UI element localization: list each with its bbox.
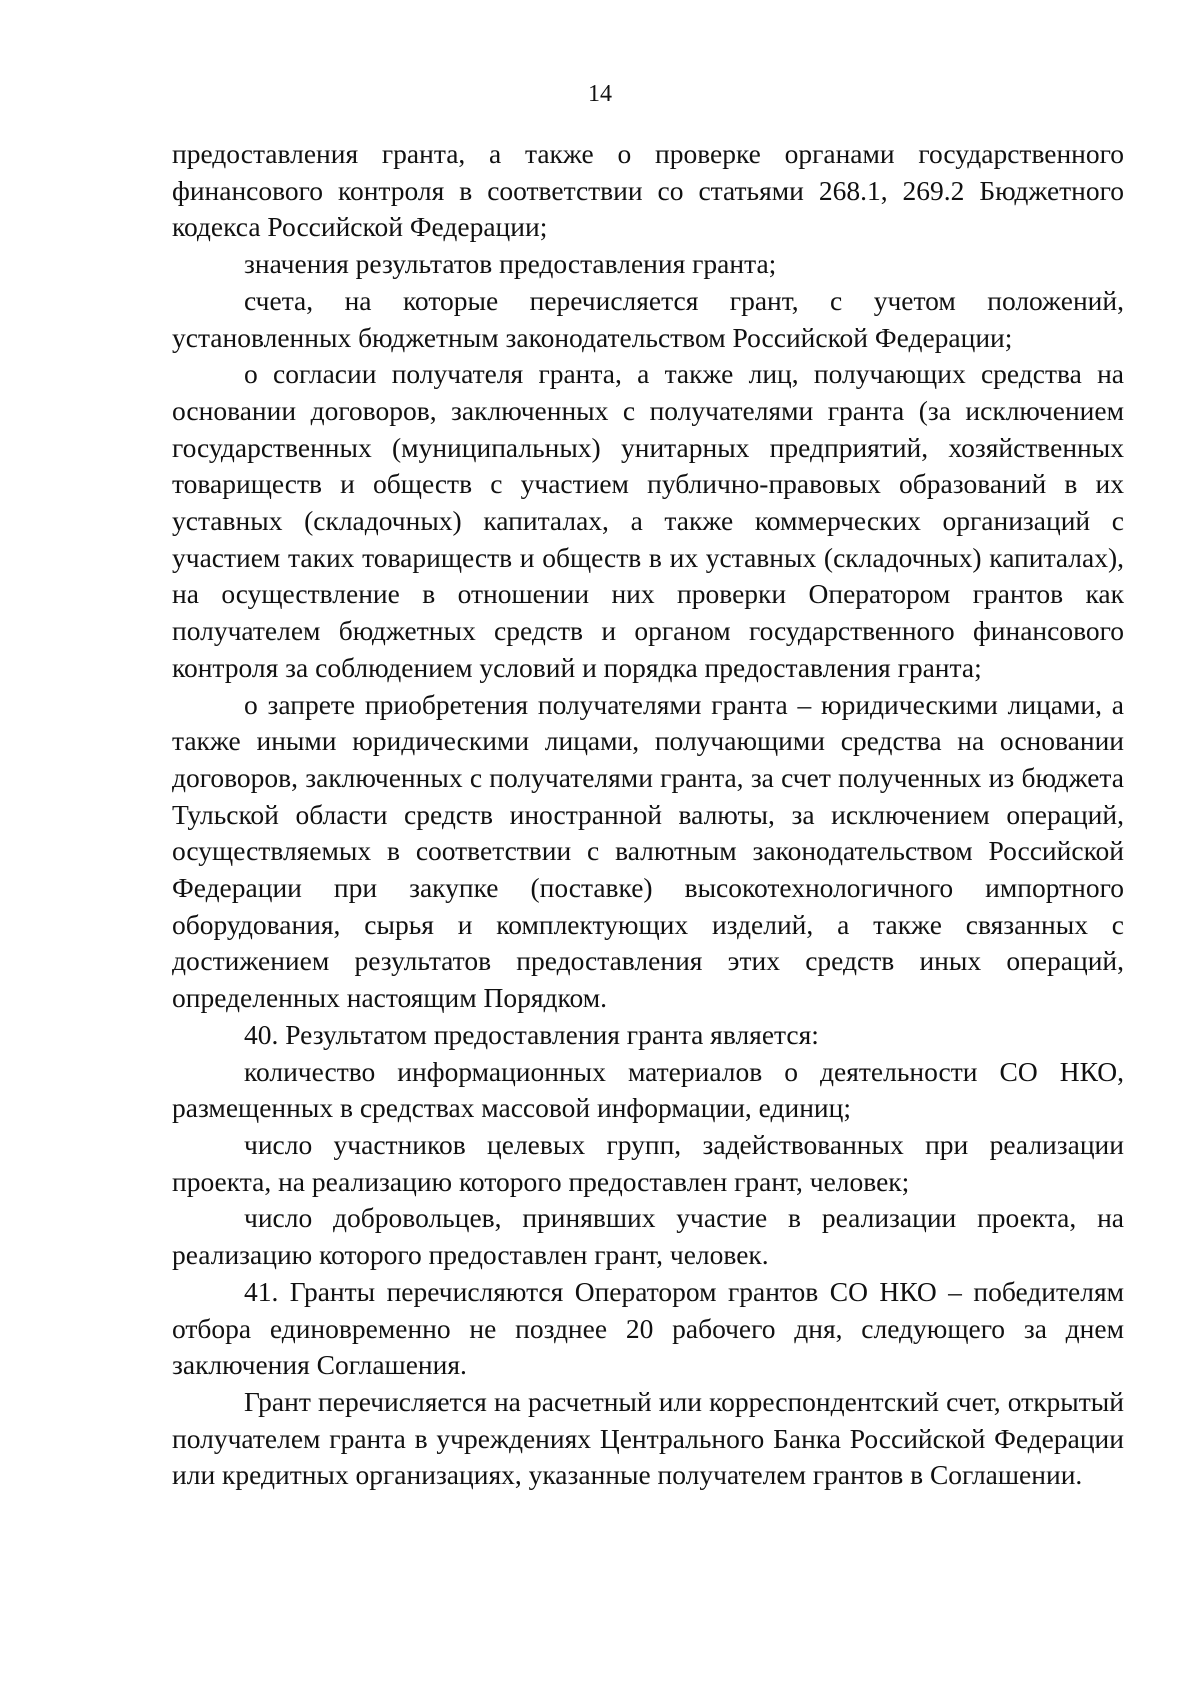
- document-body: [172, 136, 1124, 1494]
- paragraph-continuation-grant-control: предоставления гранта, а также о проверке органами государственного финансового контроля в соответствии со статьями 268.1, 269.2 Бюджетного кодекса Российской Федерации;: [172, 138, 1124, 243]
- paragraph-clause-40: 40. Результатом предоставления гранта является:: [244, 1018, 819, 1050]
- paragraph-inspection-consent: о согласии получателя гранта, а также лиц, получающих средства на основании договоров, заключенных с получателями гранта (за исключением государственных (муниципальных) унитарных предприятий, хозяйственных товариществ и обществ с участием публично-правовых образований в их уставных (складочных) капиталах, а также коммерческих организаций с участием таких товариществ и обществ в их уставных (складочных) капиталах), на осуществление в отношении них проверки Оператором грантов как получателем бюджетных средств и органом государственного финансового контроля за соблюдением условий и порядка предоставления гранта;: [172, 358, 1124, 683]
- paragraph-info-materials-count: количество информационных материалов о деятельности СО НКО, размещенных в средствах массовой информации, единиц;: [172, 1055, 1124, 1124]
- paragraph-grant-accounts: счета, на которые перечисляется грант, с учетом положений, установленных бюджетным законодательством Российской Федерации;: [172, 284, 1124, 353]
- paragraph-foreign-currency-ban: о запрете приобретения получателями гранта – юридическими лицами, а также иными юридическими лицами, получающими средства на основании договоров, заключенных с получателями гранта, за счет полученных из бюджета Тульской области средств иностранной валюты, за исключением операций, осуществляемых в соответствии с валютным законодательством Российской Федерации при закупке (поставке) высокотехнологичного импортного оборудования, сырья и комплектующих изделий, а также связанных с достижением результатов предоставления этих средств иных операций, определенных настоящим Порядком.: [172, 688, 1124, 1014]
- paragraph-clause-41: 41. Гранты перечисляются Оператором грантов СО НКО – победителям отбора единовременно не позднее 20 рабочего дня, следующего за днем заключения Соглашения.: [172, 1275, 1124, 1381]
- paragraph-target-group-participants: число участников целевых групп, задействованных при реализации проекта, на реализацию которого предоставлен грант, человек;: [172, 1128, 1124, 1197]
- page-number: 14: [588, 81, 612, 107]
- paragraph-grant-transfer-account: Грант перечисляется на расчетный или корреспондентский счет, открытый получателем гранта в учреждениях Центрального Банка Российской Федерации или кредитных организациях, указанные получателем грантов в Соглашении.: [172, 1385, 1124, 1491]
- paragraph-volunteers-count: число добровольцев, принявших участие в реализации проекта, на реализацию которого предоставлен грант, человек.: [172, 1202, 1124, 1271]
- paragraph-grant-result-values: значения результатов предоставления гранта;: [244, 248, 777, 280]
